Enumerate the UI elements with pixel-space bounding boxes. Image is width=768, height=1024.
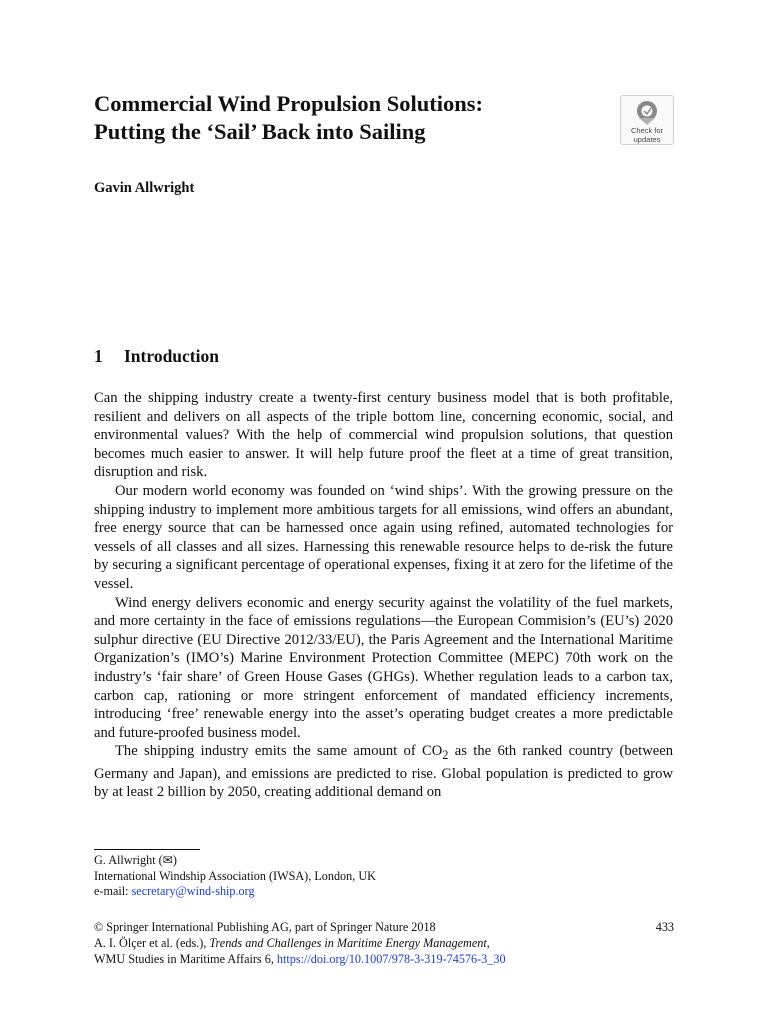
paragraph-4 bbox=[94, 742, 673, 802]
paper-title bbox=[94, 90, 614, 146]
publication-info bbox=[94, 920, 674, 967]
footnote-author: G. Allwright (✉) bbox=[94, 853, 177, 867]
footnote-affiliation: International Windship Association (IWSA), London, UK bbox=[94, 868, 376, 883]
footnote-divider bbox=[94, 849, 200, 850]
copyright-text: © Springer International Publishing AG, part of Springer Nature 2018 bbox=[94, 920, 436, 934]
email-link[interactable]: secretary@wind-ship.org bbox=[131, 884, 255, 898]
editors-text: A. I. Ölçer et al. (eds.), bbox=[94, 935, 210, 950]
co2-subscript: 2 bbox=[442, 748, 449, 763]
copyright-line bbox=[94, 920, 674, 936]
footnote-email-line bbox=[94, 884, 674, 900]
author-footnote bbox=[94, 853, 674, 900]
title-line-2: Putting the ‘Sail’ Back into Sailing bbox=[94, 119, 426, 144]
author-name: Gavin Allwright bbox=[94, 180, 195, 196]
book-title: Trends and Challenges in Maritime Energy Management bbox=[209, 935, 487, 950]
badge-label-line-1: Check for bbox=[630, 126, 664, 135]
section-title: Introduction bbox=[124, 346, 219, 366]
crossmark-icon bbox=[635, 100, 659, 126]
email-label: e-mail: bbox=[94, 884, 132, 898]
paragraph-4-start: The shipping industry emits the same amount of CO bbox=[115, 743, 443, 760]
series-line bbox=[94, 952, 674, 968]
paragraph-2: Our modern world economy was founded on ‘wind ships’. With the growing pressure on the shipping industry to implement more ambitious targets for all emissions, wind offers an abundant, free energy source that can be harnessed once again using refined, automated technologies for vessels of all classes and all sizes. Harnessing this renewable resource helps to de-risk the future by securing a significant percentage of operational expenses, fixing it at zero for the lifetime of the vessel. bbox=[94, 482, 673, 592]
section-heading bbox=[94, 346, 219, 367]
body-text bbox=[94, 389, 673, 802]
editors-comma: , bbox=[486, 935, 490, 950]
paragraph-4-rest: as the 6th ranked country (between Germany and Japan), and emissions are predicted to rise. Global population is predicted to grow by at least 2 billion by 2050, creating additional demand on bbox=[94, 743, 673, 801]
series-text: WMU Studies in Maritime Affairs 6, bbox=[94, 951, 277, 966]
badge-label-line-2: updates bbox=[633, 135, 661, 144]
paragraph-1: Can the shipping industry create a twenty-first century business model that is both profitable, resilient and delivers on all aspects of the triple bottom line, concerning economic, social, and environmental values? With the help of commercial wind propulsion solutions, that question becomes much easier to answer. It will help future proof the fleet at a time of great transition, disruption and risk. bbox=[94, 390, 673, 481]
page-number: 433 bbox=[655, 920, 674, 934]
editors-line bbox=[94, 936, 674, 952]
check-for-updates-badge[interactable] bbox=[620, 95, 674, 145]
section-number: 1 bbox=[94, 346, 103, 366]
paragraph-3: Wind energy delivers economic and energy security against the volatility of the fuel markets, and more certainty in the face of emissions regulations—the European Commision’s (EU’s) 2020 sulphur directive (EU Directive 2012/33/EU), the Paris Agreement and the International Maritime Organization’s (IMO’s) Marine Environment Protection Committee (MEPC) 70th work on the industry’s ‘fair share’ of Green House Gases (GHGs). Whether regulation leads to a carbon tax, carbon cap, rationing or more stringent enforcement of mandated efficiency increments, introducing ‘free’ renewable energy into the asset’s operating budget creates a more predictable and future-proofed business model. bbox=[94, 594, 673, 741]
doi-link[interactable]: https://doi.org/10.1007/978-3-319-74576-3_30 bbox=[276, 951, 506, 966]
title-line-1: Commercial Wind Propulsion Solutions: bbox=[94, 91, 484, 116]
